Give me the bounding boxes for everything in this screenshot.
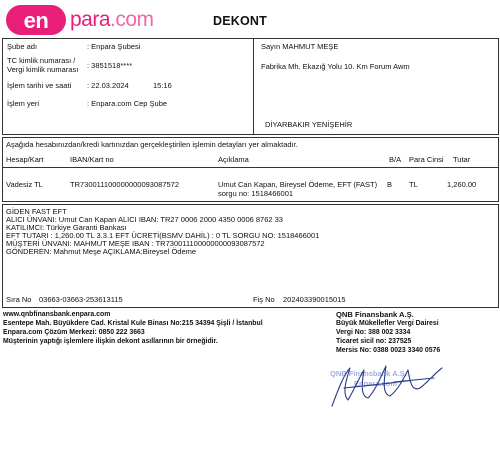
row-amount: 1,260.00 [447,180,477,189]
row-ba: B [387,180,393,189]
fis-value: 202403390015015 [283,295,346,304]
footer-website: www.qnbfinansbank.enpara.com [3,311,111,318]
footer-tax-no: Vergi No: 388 002 3334 [336,329,411,336]
footer-bank-name: QNB Finansbank A.Ş. [336,310,414,319]
table-header-rule [3,167,498,168]
tc-label: TC kimlik numarası / Vergi kimlik numarası [7,56,79,74]
detail-line-3: KATILIMCI: Türkiye Garanti Bankası [6,223,127,232]
transaction-intro: Aşağıda hesabınızdan/kredi kartınızdan gerçekleştirilen işlemin detayları yer almaktadır. [6,140,298,149]
detail-line-6: GÖNDEREN: Mahmut Meşe AÇIKLAMA:Bireysel Ödeme [6,247,197,256]
transaction-box [2,137,499,202]
row-account: Vadesiz TL [6,180,43,189]
col-header-account: Hesap/Kart [6,155,44,164]
customer-name: Sayın MAHMUT MEŞE [261,42,339,51]
row-description-query: sorgu no: 1518466001 [218,189,294,198]
logo-tld-text: .com [110,8,154,31]
bank-stamp-signature [324,360,452,410]
detail-line-4: EFT TUTARI : 1,260.00 TL 3.3.1 EFT ÜCRETİ(BSMV DAHİL) : 0 TL SORGU NO: 1518466001 [6,231,320,240]
detail-line-1: GİDEN FAST EFT [6,207,67,216]
date-value: : 22.03.2024 [87,81,129,90]
footer-mersis: Mersis No: 0388 0023 3340 0576 [336,347,441,354]
detail-line-5: MÜŞTERİ ÜNVANI: MAHMUT MEŞE IBAN : TR730011100000000093087572 [6,239,265,248]
branch-value: : Enpara Şubesi [87,42,141,51]
details-box [2,204,499,308]
detail-line-2: ALICI ÜNVANI: Umut Can Kapan ALICI IBAN: TR27 0006 2000 4350 0006 8762 33 [6,215,283,224]
col-header-ba: B/A [389,155,402,164]
col-header-iban: IBAN/Kart no [70,155,114,164]
footer-call-center: Enpara.com Çözüm Merkezi: 0850 222 3663 [3,329,145,336]
stamp-line-2: Enpara.com [354,379,397,388]
sira-label: Sıra No [6,295,32,304]
footer-disclaimer: Müşterinin yaptığı işlemlere ilişkin dekont asıllarının bir örneğidir. [3,338,218,345]
logo-word-text: para [70,8,111,31]
logo-en-text: en [23,8,49,33]
row-description: Umut Can Kapan, Bireysel Ödeme, EFT (FAST) [218,180,378,189]
place-label: İşlem yeri [7,99,40,108]
row-currency: TL [409,180,418,189]
customer-city: DİYARBAKIR YENİŞEHİR [265,120,353,129]
customer-address: Fabrika Mh. Ekazığ Yolu 10. Km Forum Awm [261,62,410,71]
branch-label: Şube adı [7,42,38,51]
account-info-box [2,38,499,135]
col-header-amount: Tutar [453,155,471,164]
date-label: İşlem tarihi ve saati [7,81,72,90]
logo-wordmark [70,8,154,32]
stamp-line-1: QNB Finansbank A.Ş. [330,369,407,378]
fis-label: Fiş No [253,295,275,304]
logo-badge [6,5,66,35]
footer-tax-office: Büyük Mükellefler Vergi Dairesi [336,320,439,327]
row-iban: TR730011100000000093087572 [70,180,179,189]
col-header-description: Açıklama [218,155,249,164]
enpara-logo [6,5,156,35]
time-value: 15:16 [153,81,172,90]
col-header-currency: Para Cinsi [409,155,444,164]
tc-value: : 3851518**** [87,61,133,70]
footer-address: Esentepe Mah. Büyükdere Cad. Kristal Kule Binası No:215 34394 Şişli / İstanbul [3,320,263,327]
column-divider [253,39,254,134]
place-value: : Enpara.com Cep Şube [87,99,168,108]
sira-value: 03663-03663-253613115 [39,295,123,304]
footer-trade-registry: Ticaret sicil no: 237525 [336,338,412,345]
document-title: DEKONT [213,14,267,28]
